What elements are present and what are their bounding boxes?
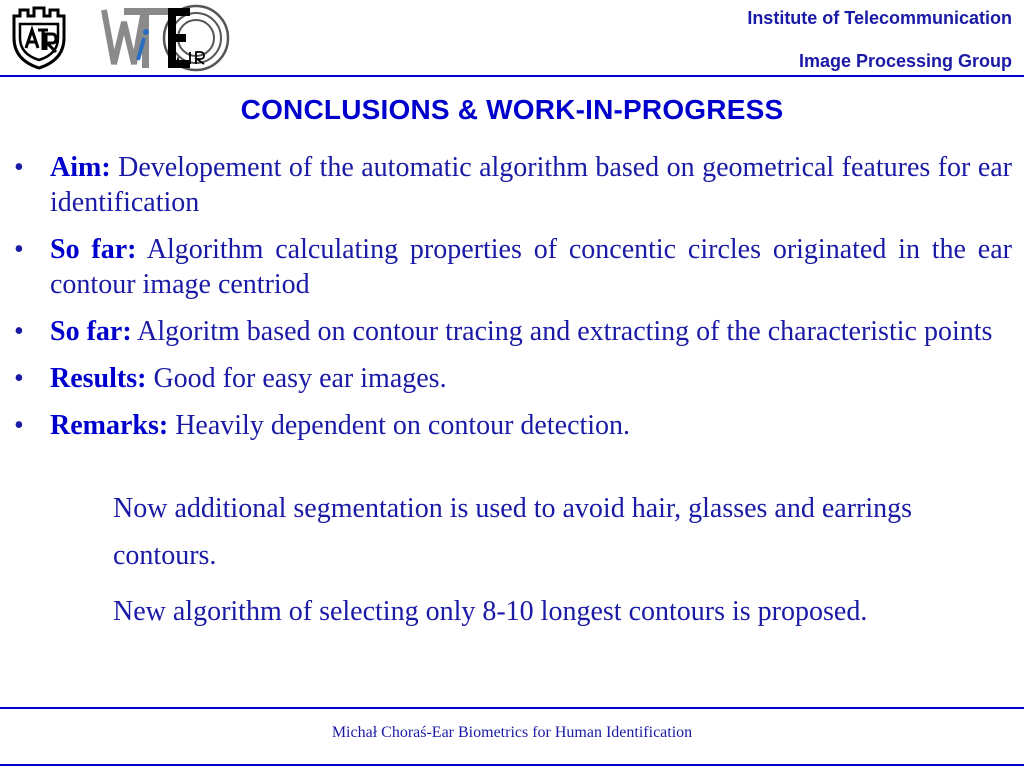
bullet-dot: • — [14, 152, 24, 183]
footer-divider — [0, 707, 1024, 709]
bullet-label: So far: — [50, 316, 132, 347]
bullet-text: Developement of the automatic algorithm based on geometrical features for ear identification — [50, 152, 1012, 218]
group-name: Image Processing Group — [798, 51, 1012, 71]
bullet-text: Algoritm based on contour tracing and extracting of the characteristic points — [137, 316, 993, 347]
institute-name: Institute of Telecommunication — [747, 8, 1012, 28]
bullet-dot: • — [14, 363, 24, 394]
bullet-text: Algorithm calculating properties of concentic circles originated in the ear contour image centriod — [50, 234, 1012, 300]
bullet-remarks — [14, 408, 1012, 443]
bullet-so-far-2 — [14, 314, 1012, 349]
bullet-text: Good for easy ear images. — [153, 363, 447, 394]
bullet-dot: • — [14, 410, 24, 441]
bullet-label: Remarks: — [50, 410, 169, 441]
sub-paragraph-segmentation: Now additional segmentation is used to avoid hair, glasses and earrings contours. — [113, 493, 913, 571]
bullet-dot: • — [14, 234, 24, 265]
header-divider — [0, 75, 1024, 77]
bullet-label: Results: — [50, 363, 147, 394]
bullet-so-far-1 — [14, 232, 1012, 302]
footer-bottom-divider — [0, 764, 1024, 766]
footer-text: Michał Choraś-Ear Biometrics for Human Identification — [331, 724, 693, 741]
bullet-text: Heavily dependent on contour detection. — [175, 410, 631, 441]
bullet-list — [14, 150, 1012, 455]
bullet-dot: • — [14, 316, 24, 347]
bullet-label: Aim: — [50, 152, 111, 183]
bullet-aim — [14, 150, 1012, 220]
slide-title: CONCLUSIONS & WORK-IN-PROGRESS — [240, 94, 784, 125]
wite-logo — [100, 2, 232, 74]
atr-crest-logo — [4, 2, 74, 72]
bullet-results — [14, 361, 1012, 396]
sub-paragraph-new-algorithm: New algorithm of selecting only 8-10 longest contours is proposed. — [113, 596, 868, 627]
bullet-label: So far: — [50, 234, 137, 265]
